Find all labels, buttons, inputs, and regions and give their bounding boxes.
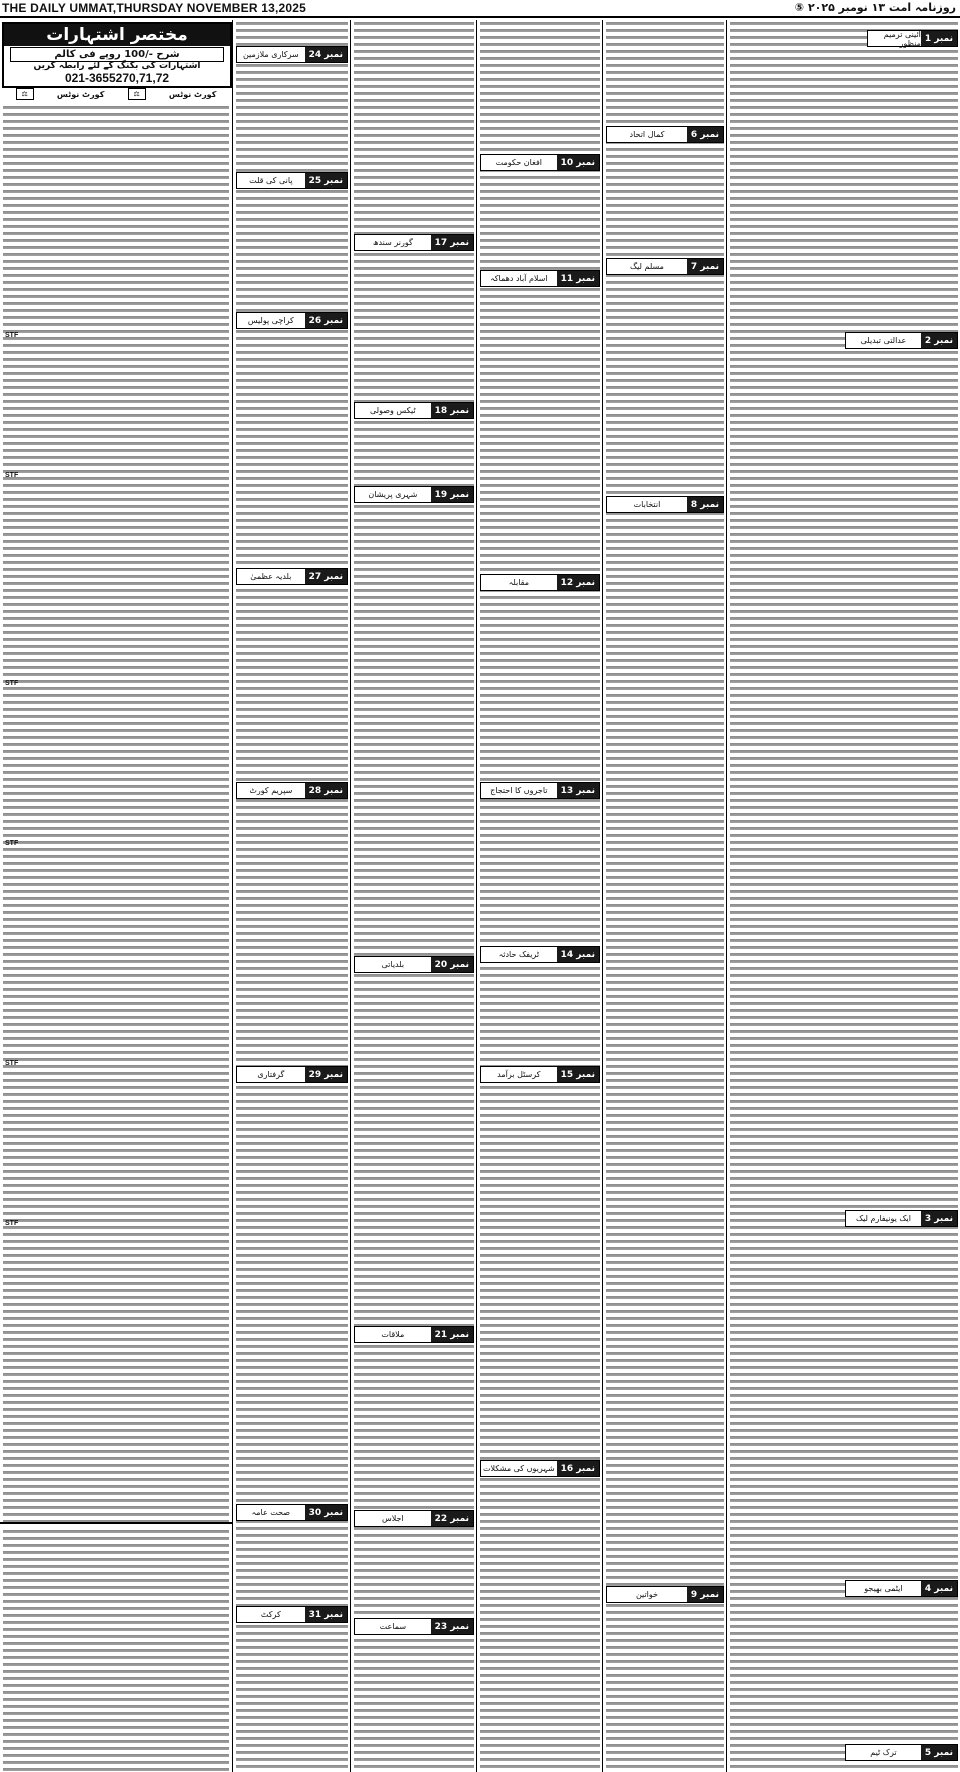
story-category: ٹریفک حادثہ xyxy=(481,947,557,962)
story-number: نمبر 8 xyxy=(687,497,723,512)
story-category: گورنر سندھ xyxy=(355,235,431,250)
english-dateline: THE DAILY UMMAT,THURSDAY NOVEMBER 13,2025 xyxy=(2,1,307,15)
story-number: نمبر 18 xyxy=(431,403,473,418)
stf-mark: STF xyxy=(5,1220,19,1227)
story-number: نمبر 4 xyxy=(921,1581,957,1596)
story-header xyxy=(236,312,348,329)
story-category: اسلام آباد دھماکہ xyxy=(481,271,557,286)
story-header xyxy=(480,270,600,287)
ad-phone: 021-3655270,71,72 xyxy=(64,71,170,85)
story-header xyxy=(480,1066,600,1083)
urdu-dateline: روزنامہ امت ۱۳ نومبر ۲۰۲۵ ⑤ xyxy=(794,1,956,14)
masthead-strip xyxy=(0,0,960,18)
newspaper-page xyxy=(0,20,960,1772)
story-header xyxy=(354,234,474,251)
court-notice-row xyxy=(4,88,228,100)
story-number: نمبر 13 xyxy=(557,783,599,798)
story-number: نمبر 27 xyxy=(305,569,347,584)
story-number: نمبر 19 xyxy=(431,487,473,502)
stf-mark: STF xyxy=(5,840,19,847)
story-category: کرکٹ xyxy=(237,1607,305,1622)
story-header xyxy=(236,568,348,585)
classifieds-column xyxy=(0,20,232,1772)
story-category: سرکاری ملازمین xyxy=(237,47,305,62)
column-text xyxy=(606,20,724,1772)
story-header xyxy=(236,1606,348,1623)
story-category: شہریوں کی مشکلات xyxy=(481,1461,557,1476)
story-header xyxy=(354,1326,474,1343)
story-number: نمبر 5 xyxy=(921,1745,957,1760)
story-header xyxy=(606,496,724,513)
story-category: ٹیکس وصولی xyxy=(355,403,431,418)
story-header xyxy=(236,46,348,63)
story-number: نمبر 14 xyxy=(557,947,599,962)
story-header xyxy=(236,172,348,189)
story-header xyxy=(845,1580,958,1597)
story-header xyxy=(480,574,600,591)
story-category: کمال اتحاد xyxy=(607,127,687,142)
court-notice-label: کورٹ نوٹس xyxy=(168,89,217,99)
story-number: نمبر 29 xyxy=(305,1067,347,1082)
story-category: انتخابات xyxy=(607,497,687,512)
story-number: نمبر 22 xyxy=(431,1511,473,1526)
story-header xyxy=(236,1504,348,1521)
story-number: نمبر 15 xyxy=(557,1067,599,1082)
story-header xyxy=(354,1618,474,1635)
story-number: نمبر 21 xyxy=(431,1327,473,1342)
story-header xyxy=(480,154,600,171)
story-header xyxy=(606,258,724,275)
story-category: سپریم کورٹ xyxy=(237,783,305,798)
news-column-5 xyxy=(232,20,351,1772)
news-column-4 xyxy=(350,20,477,1772)
story-category: ایک یونیفارم لیک xyxy=(846,1211,921,1226)
story-header xyxy=(480,946,600,963)
story-category: خواتین xyxy=(607,1587,687,1602)
story-header xyxy=(480,1460,600,1477)
story-number: نمبر 28 xyxy=(305,783,347,798)
court-notice-label-2: کورٹ نوٹس xyxy=(56,89,105,99)
news-column-2 xyxy=(602,20,727,1772)
news-column-3 xyxy=(476,20,603,1772)
story-number: نمبر 3 xyxy=(921,1211,957,1226)
story-header xyxy=(606,126,724,143)
story-category: پانی کی قلت xyxy=(237,173,305,188)
story-number: نمبر 10 xyxy=(557,155,599,170)
section-divider xyxy=(0,1522,232,1524)
story-number: نمبر 1 xyxy=(921,31,957,46)
stf-mark: STF xyxy=(5,472,19,479)
story-header xyxy=(867,30,958,47)
stf-mark: STF xyxy=(5,1060,19,1067)
story-number: نمبر 2 xyxy=(921,333,957,348)
gavel-icon: ⚖ xyxy=(16,88,34,100)
story-category: تاجروں کا احتجاج xyxy=(481,783,557,798)
story-category: صحت عامہ xyxy=(237,1505,305,1520)
ad-title: مختصر اشتہارات xyxy=(4,24,230,46)
story-number: نمبر 9 xyxy=(687,1587,723,1602)
story-number: نمبر 6 xyxy=(687,127,723,142)
story-category: گرفتاری xyxy=(237,1067,305,1082)
column-text xyxy=(730,20,958,1772)
story-header xyxy=(354,956,474,973)
story-number: نمبر 11 xyxy=(557,271,599,286)
story-number: نمبر 26 xyxy=(305,313,347,328)
ad-booking-note: اشتہارات کی بکنگ کے لئے رابطہ کریں xyxy=(33,61,201,71)
story-category: ترک ٹیم xyxy=(846,1745,921,1760)
story-category: ملاقات xyxy=(355,1327,431,1342)
story-header xyxy=(354,1510,474,1527)
story-number: نمبر 25 xyxy=(305,173,347,188)
stf-mark: STF xyxy=(5,680,19,687)
story-number: نمبر 30 xyxy=(305,1505,347,1520)
bottom-text-block xyxy=(3,1528,229,1772)
story-category: بلدیاتی xyxy=(355,957,431,972)
story-number: نمبر 16 xyxy=(557,1461,599,1476)
classified-text-block xyxy=(3,104,229,1522)
story-header xyxy=(236,782,348,799)
story-number: نمبر 17 xyxy=(431,235,473,250)
story-category: آئینی ترمیم منظور xyxy=(868,31,921,46)
story-category: مقابلہ xyxy=(481,575,557,590)
story-category: اجلاس xyxy=(355,1511,431,1526)
story-category: سماعت xyxy=(355,1619,431,1634)
story-header xyxy=(845,1744,958,1761)
story-category: بلدیہ عظمیٰ xyxy=(237,569,305,584)
story-header xyxy=(606,1586,724,1603)
story-category: افغان حکومت xyxy=(481,155,557,170)
story-category: شہری پریشان xyxy=(355,487,431,502)
story-category: عدالتی تبدیلی xyxy=(846,333,921,348)
ad-rate: شرح -/100 روپے فی کالم xyxy=(10,47,224,62)
story-header xyxy=(354,402,474,419)
story-number: نمبر 12 xyxy=(557,575,599,590)
story-header xyxy=(480,782,600,799)
gavel-icon: ⚖ xyxy=(128,88,146,100)
story-category: ایٹمی بھیجو xyxy=(846,1581,921,1596)
story-number: نمبر 23 xyxy=(431,1619,473,1634)
classified-ad-banner xyxy=(2,22,232,88)
story-category: کرسٹل برآمد xyxy=(481,1067,557,1082)
story-number: نمبر 31 xyxy=(305,1607,347,1622)
story-number: نمبر 7 xyxy=(687,259,723,274)
story-number: نمبر 24 xyxy=(305,47,347,62)
story-number: نمبر 20 xyxy=(431,957,473,972)
story-header xyxy=(354,486,474,503)
stf-mark: STF xyxy=(5,332,19,339)
story-header xyxy=(845,1210,958,1227)
story-header xyxy=(236,1066,348,1083)
news-column-1 xyxy=(726,20,960,1772)
story-header xyxy=(845,332,958,349)
story-category: کراچی پولیس xyxy=(237,313,305,328)
story-category: مسلم لیگ xyxy=(607,259,687,274)
